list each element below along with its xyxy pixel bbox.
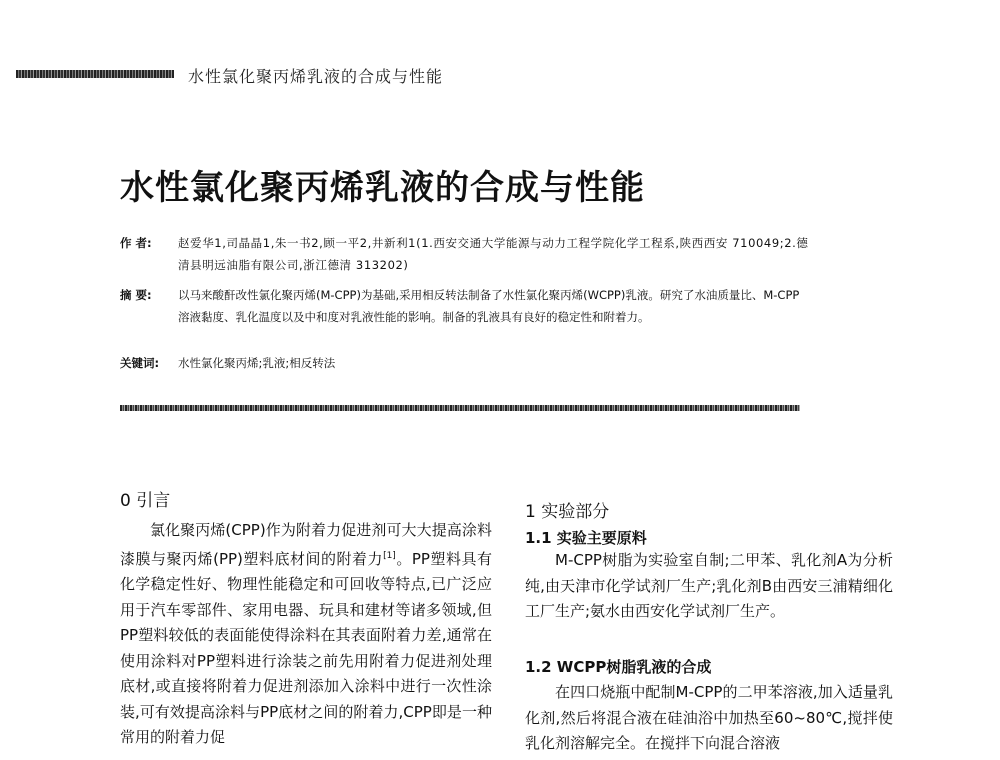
authors-text: 赵爱华1,司晶晶1,朱一书2,顾一平2,井新利1(1.西安交通大学能源与动力工程学院化学工程系,陕西西安 710049;2.德清县明远油脂有限公司,浙江德清 313202) — [178, 236, 809, 272]
article-title: 水性氯化聚丙烯乳液的合成与性能 — [120, 168, 645, 208]
abstract-label: 摘 要: — [120, 288, 152, 302]
running-header-title: 水性氯化聚丙烯乳液的合成与性能 — [188, 67, 444, 86]
abstract-text: 以马来酸酐改性氯化聚丙烯(M-CPP)为基础,采用相反转法制备了水性氯化聚丙烯(WCPP)乳液。研究了水油质量比、M-CPP溶液黏度、乳化温度以及中和度对乳液性能的影响。制备的乳液具有良好的稳定性和附着力。 — [178, 288, 800, 324]
intro-column — [120, 518, 492, 751]
running-header-bar — [16, 70, 174, 78]
intro-citation: [1] — [383, 550, 396, 561]
keywords-text: 水性氯化聚丙烯;乳液;相反转法 — [178, 356, 336, 370]
keywords-block — [120, 352, 810, 374]
synthesis-heading: 1.2 WCPP树脂乳液的合成 — [525, 658, 712, 676]
experiment-heading: 1 实验部分 — [525, 502, 610, 522]
synthesis-column — [525, 680, 893, 757]
keywords-label: 关键词: — [120, 356, 160, 370]
authors-block — [120, 232, 810, 276]
intro-text-a: 氯化聚丙烯(CPP)作为附着力促进剂可大大提高涂料漆膜与聚丙烯(PP)塑料底材间的附着力 — [120, 521, 492, 568]
materials-heading: 1.1 实验主要原料 — [525, 529, 647, 547]
abstract-separator — [120, 405, 800, 411]
materials-column — [525, 548, 893, 625]
intro-text-b: 。PP塑料具有化学稳定性好、物理性能稳定和可回收等特点,已广泛应用于汽车零部件、家用电器、玩具和建材等诸多领域,但PP塑料较低的表面能使得涂料在其表面附着力差,通常在使用涂料对PP塑料进行涂装之前先用附着力促进剂处理底材,或直接将附着力促进剂添加入涂料中进行一次性涂装,可有效提高涂料与PP底材之间的附着力,CPP即是一种常用的附着力促 — [120, 549, 493, 746]
abstract-block — [120, 284, 810, 328]
intro-paragraph — [120, 518, 492, 751]
authors-label: 作 者: — [120, 236, 152, 250]
materials-paragraph: M-CPP树脂为实验室自制;二甲苯、乳化剂A为分析纯,由天津市化学试剂厂生产;乳化剂B由西安三浦精细化工厂生产;氨水由西安化学试剂厂生产。 — [525, 551, 893, 620]
intro-heading: 0 引言 — [120, 491, 171, 511]
synthesis-paragraph: 在四口烧瓶中配制M-CPP的二甲苯溶液,加入适量乳化剂,然后将混合液在硅油浴中加热至60~80℃,搅拌使乳化剂溶解完全。在搅拌下向混合溶液 — [525, 683, 893, 752]
